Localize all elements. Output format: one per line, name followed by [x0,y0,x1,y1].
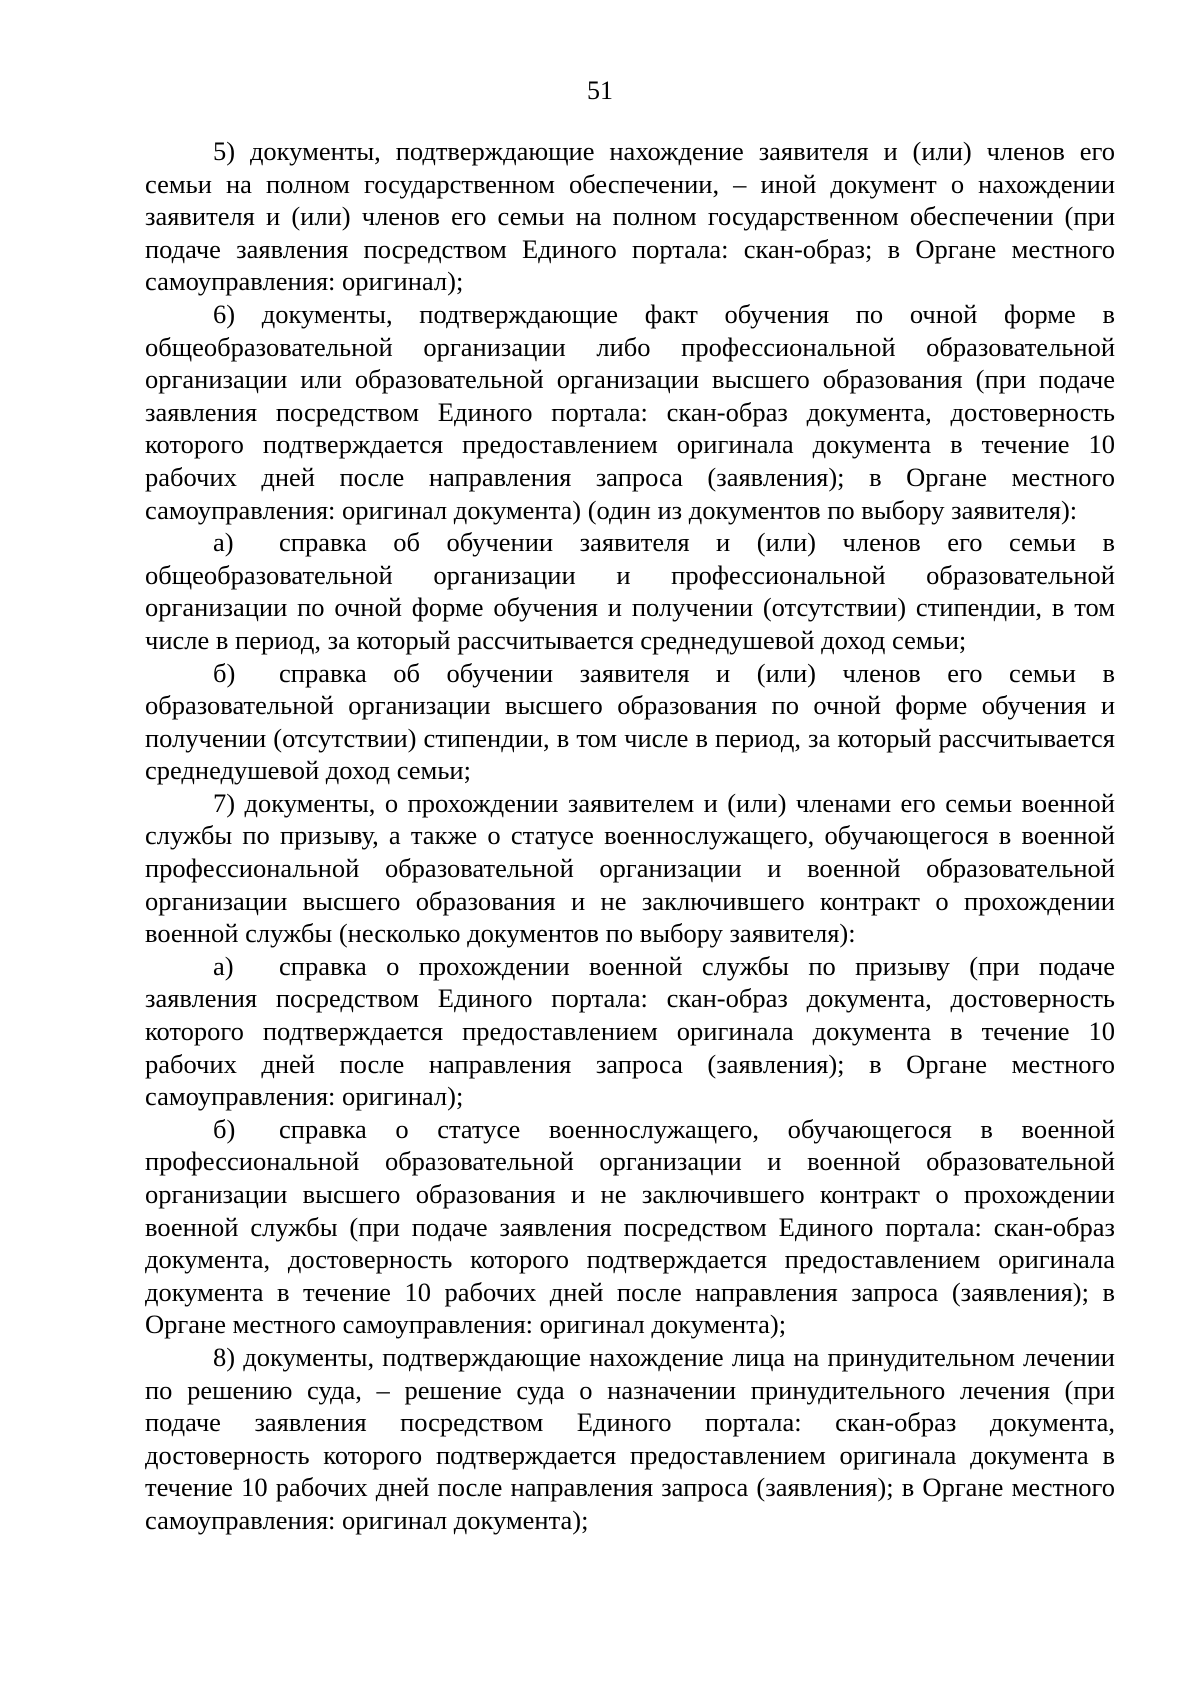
page-number: 51 [587,76,613,105]
subitem-text: справка о статусе военнослужащего, обучающегося в военной профессиональной образовательной организации и военной образовательной организации высшего образования и не заключившего контракт о прохождении военной службы (при подаче заявления посредством Единого портала: скан-образ документа, достоверность которого подтверждается предоставлением оригинала документа в течение 10 рабочих дней после направления запроса (заявления); в Органе местного самоуправления: оригинал документа); [145,1113,1115,1340]
subitem-marker: а) [213,950,234,981]
paragraph-item-5: 5) документы, подтверждающие нахождение заявителя и (или) членов его семьи на полном государственном обеспечении, – иной документ о нахождении заявителя и (или) членов его семьи на полном государственном обеспечении (при подаче заявления посредством Единого портала: скан-образ; в Органе местного самоуправления: оригинал); [145,136,1115,297]
paragraph-item-6: 6) документы, подтверждающие факт обучения по очной форме в общеобразовательной организации либо профессиональной образовательной организации или образовательной организации высшего образования (при подаче заявления посредством Единого портала: скан-образ документа, достоверность которого подтверждается предоставлением оригинала документа в течение 10 рабочих дней после направления запроса (заявления); в Органе местного самоуправления: оригинал документа) (один из документов по выбору заявителя): [145,298,1115,525]
subitem-marker: б) [213,1113,236,1144]
subitem-marker: а) [213,527,234,558]
subitem-7a [145,950,1115,1113]
subitem-text: справка о прохождении военной службы по призыву (при подаче заявления посредством Единого портала: скан-образ документа, достоверность которого подтверждается предоставлением оригинала документа в течение 10 рабочих дней после направления запроса (заявления); в Органе местного самоуправления: оригинал); [145,950,1115,1112]
subitem-text: справка об обучении заявителя и (или) членов его семьи в общеобразовательной организации и профессиональной образовательной организации по очной форме обучения и получении (отсутствии) стипендии, в том числе в период, за который рассчитывается среднедушевой доход семьи; [145,527,1115,655]
subitem-text: справка об обучении заявителя и (или) членов его семьи в образовательной организации высшего образования по очной форме обучения и получении (отсутствии) стипендии, в том числе в период, за который рассчитывается среднедушевой доход семьи; [145,657,1115,786]
subitem-6a [145,526,1115,656]
subitem-7b [145,1113,1115,1341]
document-body [145,135,1115,1537]
paragraph-item-7: 7) документы, о прохождении заявителем и (или) членами его семьи военной службы по призыву, а также о статусе военнослужащего, обучающегося в военной профессиональной образовательной организации и военной образовательной организации высшего образования и не заключившего контракт о прохождении военной службы (несколько документов по выбору заявителя): [145,787,1115,949]
subitem-marker: б) [213,657,236,688]
subitem-6b [145,657,1115,787]
paragraph-item-8: 8) документы, подтверждающие нахождение лица на принудительном лечении по решению суда, – решение суда о назначении принудительного лечения (при подаче заявления посредством Единого портала: скан-образ документа, достоверность которого подтверждается предоставлением оригинала документа в течение 10 рабочих дней после направления запроса (заявления); в Органе местного самоуправления: оригинал документа); [145,1341,1115,1535]
